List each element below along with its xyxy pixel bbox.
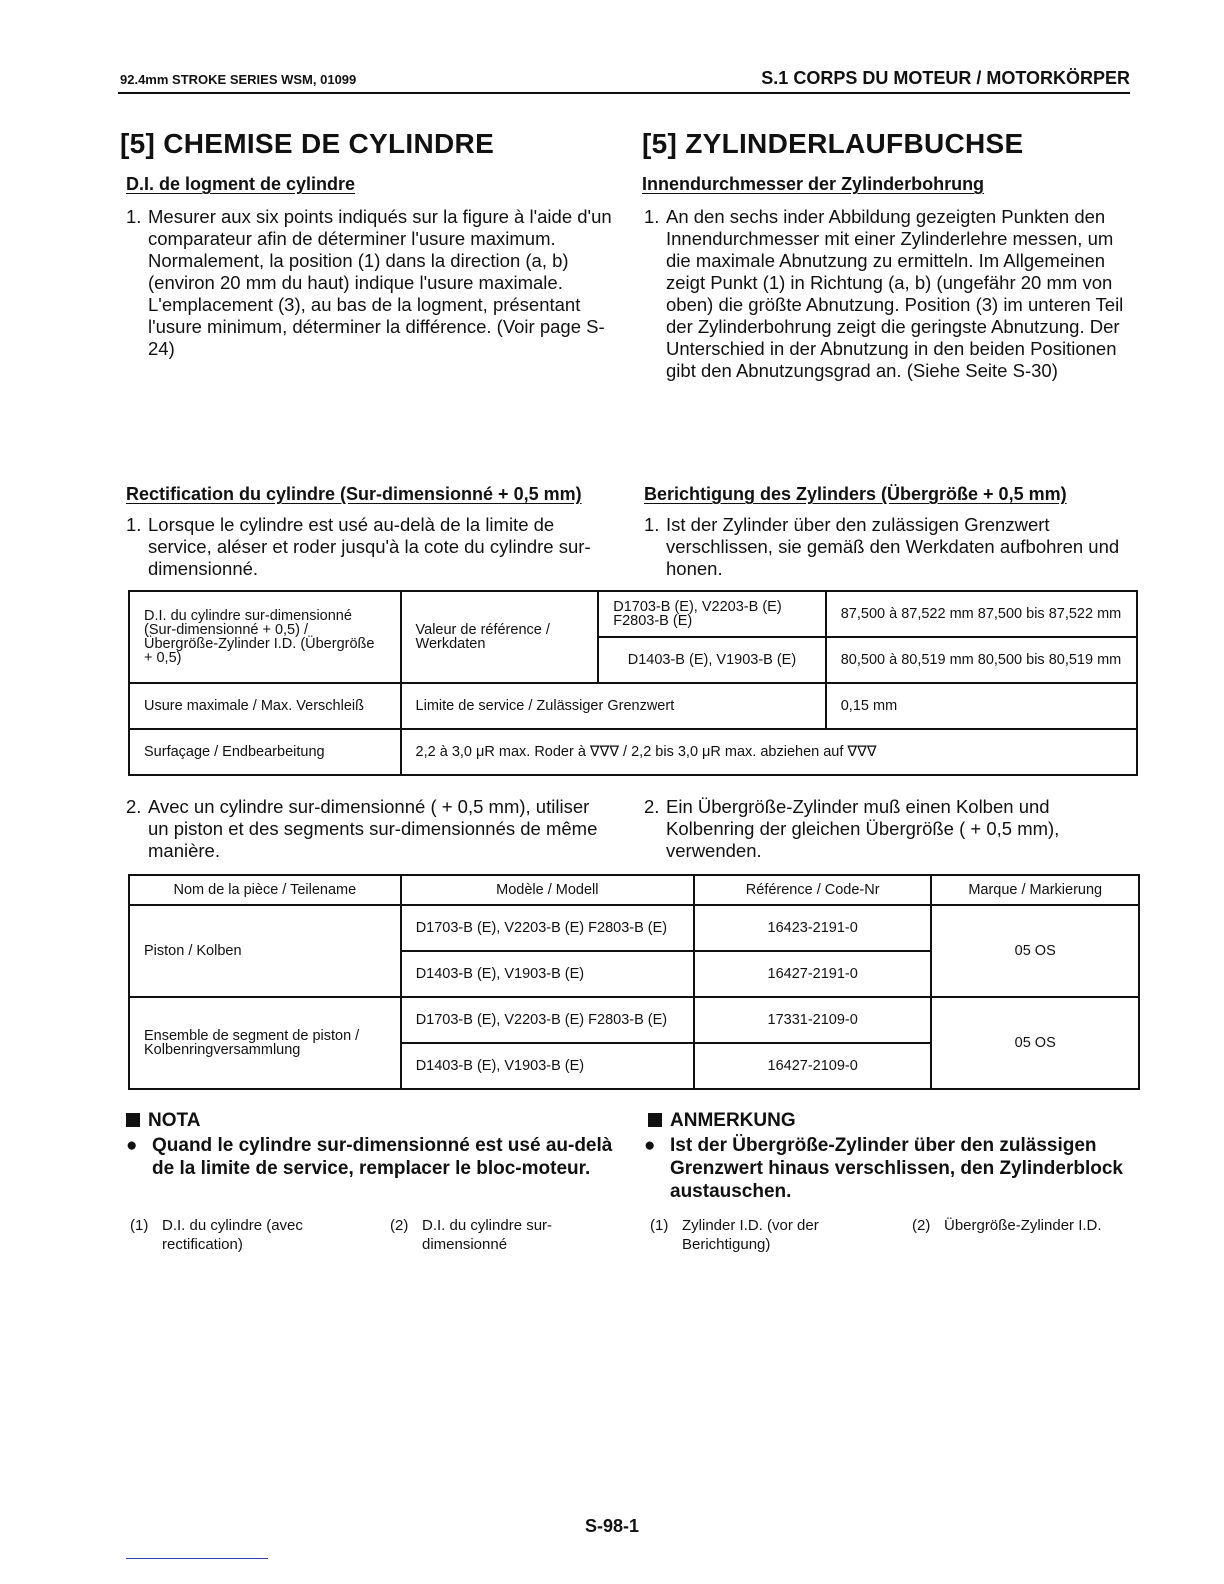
caption-number: (2) xyxy=(912,1217,931,1234)
caption-number: (2) xyxy=(390,1217,409,1234)
parts-piston-code-b: 16427-2191-0 xyxy=(694,951,931,997)
note-heading-de xyxy=(648,1110,796,1132)
list-number: 1. xyxy=(644,514,660,535)
parts-piston-model-b: D1403-B (E), V1903-B (E) xyxy=(401,951,694,997)
parts-ring-label: Ensemble de segment de piston / Kolbenringversammlung xyxy=(129,997,401,1089)
caption-number: (1) xyxy=(130,1217,149,1234)
parts-header-name: Nom de la pièce / Teilename xyxy=(129,875,401,905)
parts-ring-mark: 05 OS xyxy=(931,997,1139,1089)
header-rule xyxy=(118,92,1130,94)
paragraph-de-1 xyxy=(644,206,1134,382)
caption-number: (1) xyxy=(650,1217,669,1234)
list-number: 1. xyxy=(126,514,142,535)
list-number: 1. xyxy=(644,206,660,227)
paragraph-text: Lorsque le cylindre est usé au-delà de la limite de service, aléser et roder jusqu'à la cote du cylindre sur-dimensionné. xyxy=(148,514,591,579)
parts-ring-code-a: 17331-2109-0 xyxy=(694,997,931,1043)
subheading-de-1: Innendurchmesser der Zylinderbohrung xyxy=(642,174,985,194)
parts-piston-label: Piston / Kolben xyxy=(129,905,401,997)
spec-service-limit: Limite de service / Zulässiger Grenzwert xyxy=(401,683,826,729)
note-fr xyxy=(126,1134,616,1180)
parts-ring-model-a: D1703-B (E), V2203-B (E) F2803-B (E) xyxy=(401,997,694,1043)
paragraph-text: Avec un cylindre sur-dimensionné ( + 0,5 mm), utiliser un piston et des segments sur-dimensionnés de même manière. xyxy=(148,796,598,861)
bullet-dot-icon: ● xyxy=(644,1135,656,1156)
paragraph-text: Ist der Zylinder über den zulässigen Grenzwert verschlissen, sie gemäß den Werkdaten aufbohren und honen. xyxy=(666,514,1120,579)
parts-header-code: Référence / Code-Nr xyxy=(694,875,931,905)
parts-piston-code-a: 16423-2191-0 xyxy=(694,905,931,951)
caption-de-2 xyxy=(912,1216,1142,1235)
caption-text: Zylinder I.D. (vor der Berichtigung) xyxy=(682,1217,819,1253)
parts-header-model: Modèle / Modell xyxy=(401,875,694,905)
spec-service-value: 0,15 mm xyxy=(826,683,1137,729)
title-de: [5] ZYLINDERLAUFBUCHSE xyxy=(642,128,1024,159)
header-section-title: S.1 CORPS DU MOTEUR / MOTORKÖRPER xyxy=(761,68,1130,88)
bullet-dot-icon: ● xyxy=(126,1135,138,1156)
square-bullet-icon xyxy=(648,1113,662,1127)
paragraph-text: Ein Übergröße-Zylinder muß einen Kolben und Kolbenring der gleichen Übergröße ( + 0,5 mm), verwenden. xyxy=(666,796,1060,861)
list-number: 2. xyxy=(644,796,660,817)
note-text: Quand le cylindre sur-dimensionné est usé au-delà de la limite de service, remplacer le bloc-moteur. xyxy=(152,1135,613,1179)
spec-finish-value: 2,2 à 3,0 μR max. Roder à ∇∇∇ / 2,2 bis 3,0 μR max. abziehen auf ∇∇∇ xyxy=(401,729,1137,775)
caption-fr-2 xyxy=(390,1216,580,1254)
spec-label-finish: Surfaçage / Endbearbeitung xyxy=(129,729,401,775)
caption-text: D.I. du cylindre sur-dimensionné xyxy=(422,1217,553,1253)
parts-piston-model-a: D1703-B (E), V2203-B (E) F2803-B (E) xyxy=(401,905,694,951)
footer-rule xyxy=(126,1558,268,1559)
subheading-fr-2: Rectification du cylindre (Sur-dimensionné + 0,5 mm) xyxy=(126,484,582,504)
note-de xyxy=(644,1134,1138,1203)
paragraph-text: Normalement, la position (1) dans la direction (a, b) (environ 20 mm du haut) indique l'usure maximale. L'emplacement (3), au bas de la logment, présentant l'usure minimum, déterminer la différence. (Voir page S-24) xyxy=(148,250,605,359)
list-number: 2. xyxy=(126,796,142,817)
note-heading-fr xyxy=(126,1110,200,1132)
header-doc-id: 92.4mm STROKE SERIES WSM, 01099 xyxy=(120,72,357,87)
spec-label-max-wear: Usure maximale / Max. Verschleiß xyxy=(129,683,401,729)
spec-label-reference: Valeur de référence / Werkdaten xyxy=(401,591,599,683)
parts-header-mark: Marque / Markierung xyxy=(931,875,1139,905)
spec-values-a: 87,500 à 87,522 mm 87,500 bis 87,522 mm xyxy=(826,591,1137,637)
note-text: Ist der Übergröße-Zylinder über den zulässigen Grenzwert hinaus verschlissen, den Zylinderblock austauschen. xyxy=(670,1135,1123,1202)
parts-table xyxy=(128,874,1140,1090)
paragraph-text: Mesurer aux six points indiqués sur la figure à l'aide d'un comparateur afin de déterminer l'usure maximum. xyxy=(148,206,612,249)
parts-ring-model-b: D1403-B (E), V1903-B (E) xyxy=(401,1043,694,1089)
caption-fr-1 xyxy=(130,1216,340,1254)
paragraph-text: An den sechs inder Abbildung gezeigten Punkten den Innendurchmesser mit einer Zylinderlehre messen, um die maximale Abnutzung zu ermitteln. Im Allgemeinen zeigt Punkt (1) in Richtung (a, b) (ungefähr 20 mm von oben) die größte Abnutzung. Position (3) im unteren Teil der Zylinderbohrung zeigt die geringste Abnutzung. Der Unterschied in der Abnutzung in den beiden Positionen gibt den Abnutzungsgrad an. (Siehe Seite S-30) xyxy=(666,206,1124,381)
note-heading-text: NOTA xyxy=(148,1110,201,1131)
spec-label-oversize: D.I. du cylindre sur-dimensionné (Sur-dimensionné + 0,5) / Übergröße-Zylinder I.D. (Übergröße + 0,5) xyxy=(129,591,401,683)
paragraph-fr-2 xyxy=(126,514,612,580)
paragraph-de-2 xyxy=(644,514,1134,580)
spec-models-a: D1703-B (E), V2203-B (E) F2803-B (E) xyxy=(598,591,826,637)
paragraph-fr-1 xyxy=(126,206,612,360)
spec-values-b: 80,500 à 80,519 mm 80,500 bis 80,519 mm xyxy=(826,637,1137,683)
paragraph-de-3 xyxy=(644,796,1134,862)
square-bullet-icon xyxy=(126,1113,140,1127)
page-number: S-98-1 xyxy=(584,1516,640,1536)
caption-text: Übergröße-Zylinder I.D. xyxy=(944,1217,1102,1234)
parts-piston-mark: 05 OS xyxy=(931,905,1139,997)
list-number: 1. xyxy=(126,206,142,227)
title-fr: [5] CHEMISE DE CYLINDRE xyxy=(120,128,495,159)
paragraph-fr-3 xyxy=(126,796,612,862)
parts-ring-code-b: 16427-2109-0 xyxy=(694,1043,931,1089)
spec-table xyxy=(128,590,1138,776)
caption-de-1 xyxy=(650,1216,880,1254)
note-heading-text: ANMERKUNG xyxy=(670,1110,796,1131)
spec-models-b: D1403-B (E), V1903-B (E) xyxy=(598,637,826,683)
subheading-de-2: Berichtigung des Zylinders (Übergröße + 0,5 mm) xyxy=(644,484,1067,504)
subheading-fr-1: D.I. de logment de cylindre xyxy=(126,174,356,194)
caption-text: D.I. du cylindre (avec rectification) xyxy=(162,1217,303,1253)
